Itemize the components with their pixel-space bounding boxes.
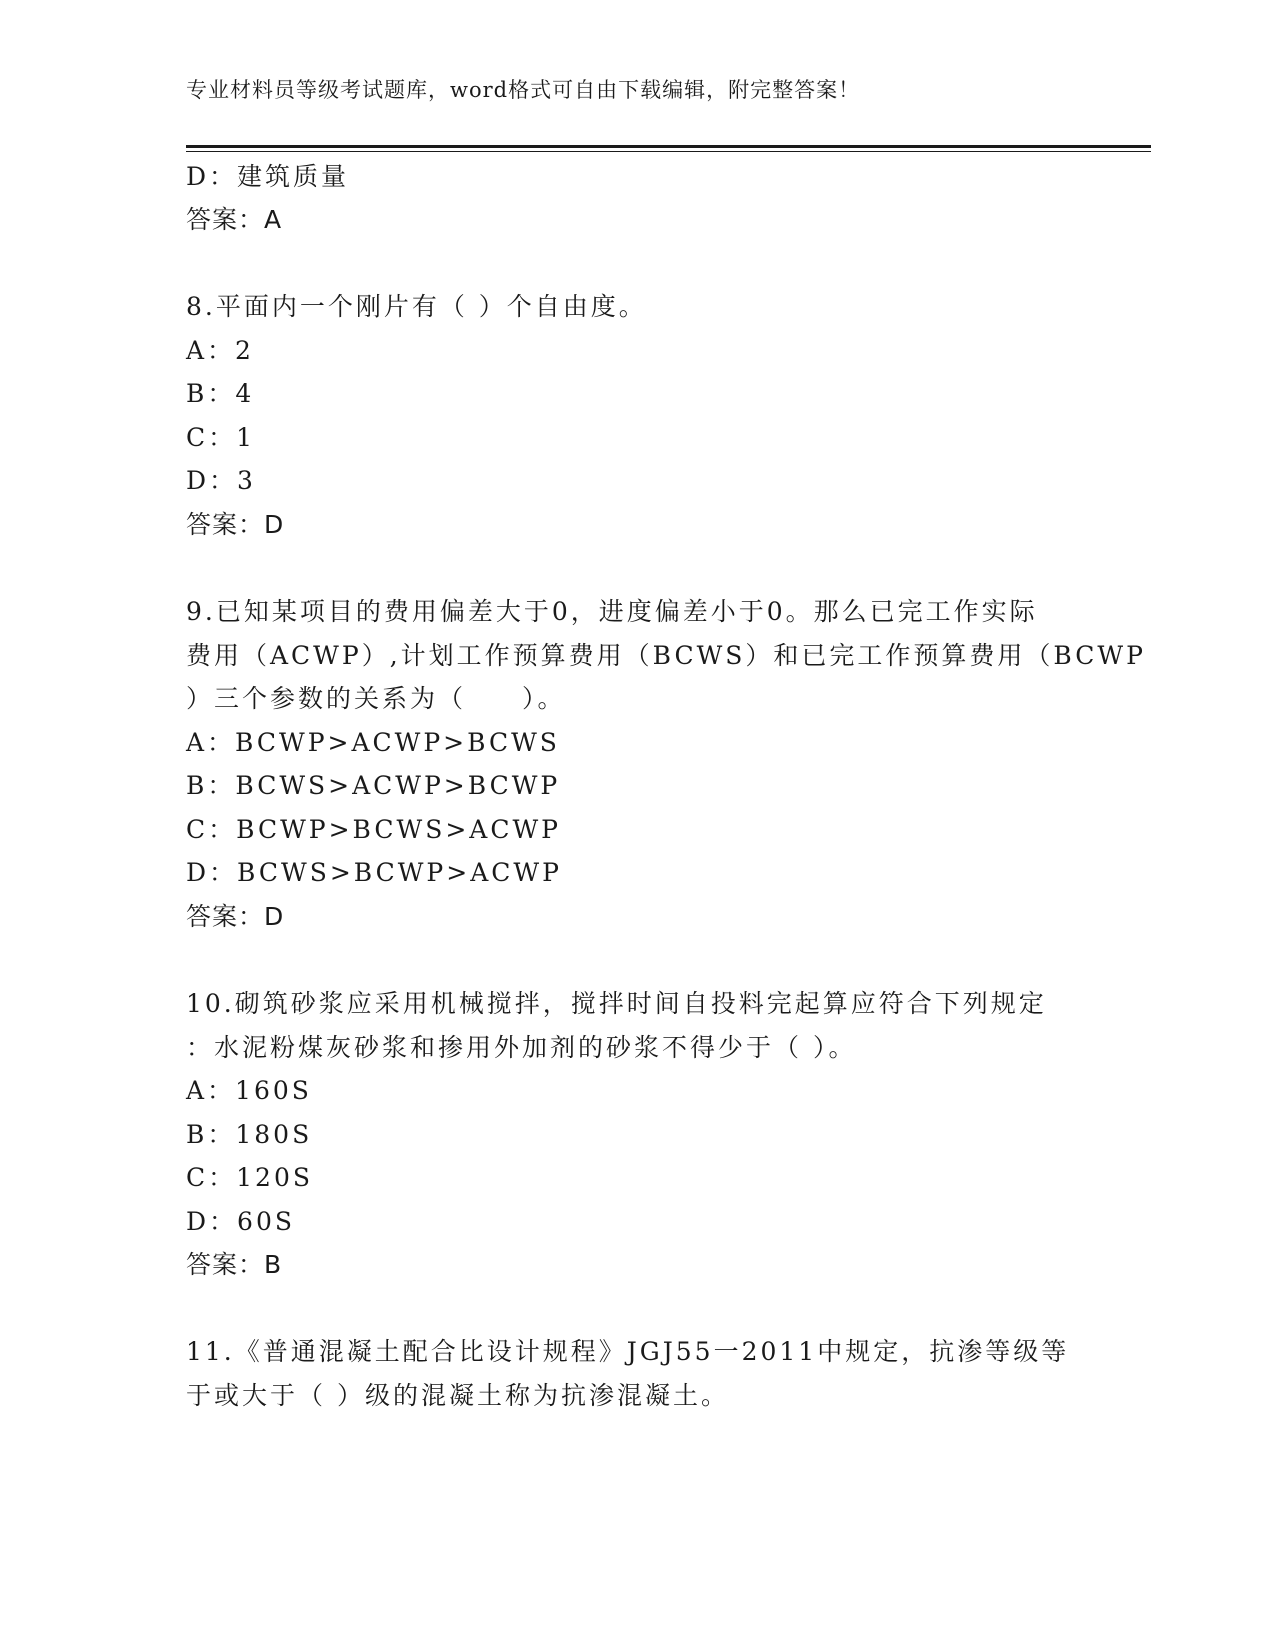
q7-option-d: D：建筑质量 xyxy=(186,162,350,191)
q10-stem-line-2: ：水泥粉煤灰砂浆和掺用外加剂的砂浆不得少于（ ）。 xyxy=(186,1033,857,1062)
q9-stem-line-1: 9.已知某项目的费用偏差大于0，进度偏差小于0。那么已完工作实际 xyxy=(186,597,1038,626)
q9-option-a: A：BCWP>ACWP>BCWS xyxy=(186,728,560,757)
page-header: 专业材料员等级考试题库，word格式可自由下载编辑，附完整答案！ xyxy=(186,78,861,102)
header-rule-thin xyxy=(186,151,1151,152)
q9-option-b: B：BCWS>ACWP>BCWP xyxy=(186,771,561,800)
q7-answer: 答案：A xyxy=(186,205,283,234)
q8-option-b: B：4 xyxy=(186,379,255,408)
q8-answer: 答案：D xyxy=(186,510,285,539)
q9-option-d: D：BCWS>BCWP>ACWP xyxy=(186,858,562,887)
q10-stem-line-1: 10.砌筑砂浆应采用机械搅拌，搅拌时间自投料完起算应符合下列规定 xyxy=(186,989,1047,1018)
q9-stem-line-3: ）三个参数的关系为（ ）。 xyxy=(186,684,566,713)
q9-option-c: C：BCWP>BCWS>ACWP xyxy=(186,815,561,844)
q8-option-d: D：3 xyxy=(186,466,256,495)
q10-option-b: B：180S xyxy=(186,1120,313,1149)
q9-answer: 答案：D xyxy=(186,902,285,931)
q8-option-c: C：1 xyxy=(186,423,256,452)
q11-stem-line-1: 11.《普通混凝土配合比设计规程》JGJ55一2011中规定，抗渗等级等 xyxy=(186,1337,1070,1366)
q10-option-d: D：60S xyxy=(186,1207,295,1236)
q10-answer: 答案：B xyxy=(186,1250,283,1279)
q8-stem: 8.平面内一个刚片有（ ）个自由度。 xyxy=(186,292,647,321)
q11-stem-line-2: 于或大于（ ）级的混凝土称为抗渗混凝土。 xyxy=(186,1381,729,1410)
q10-option-a: A：160S xyxy=(186,1076,312,1105)
q10-option-c: C：120S xyxy=(186,1163,313,1192)
q8-option-a: A：2 xyxy=(186,336,254,365)
q9-stem-line-2: 费用（ACWP）,计划工作预算费用（BCWS）和已完工作预算费用（BCWP xyxy=(186,641,1146,670)
header-rule-thick xyxy=(186,145,1151,148)
